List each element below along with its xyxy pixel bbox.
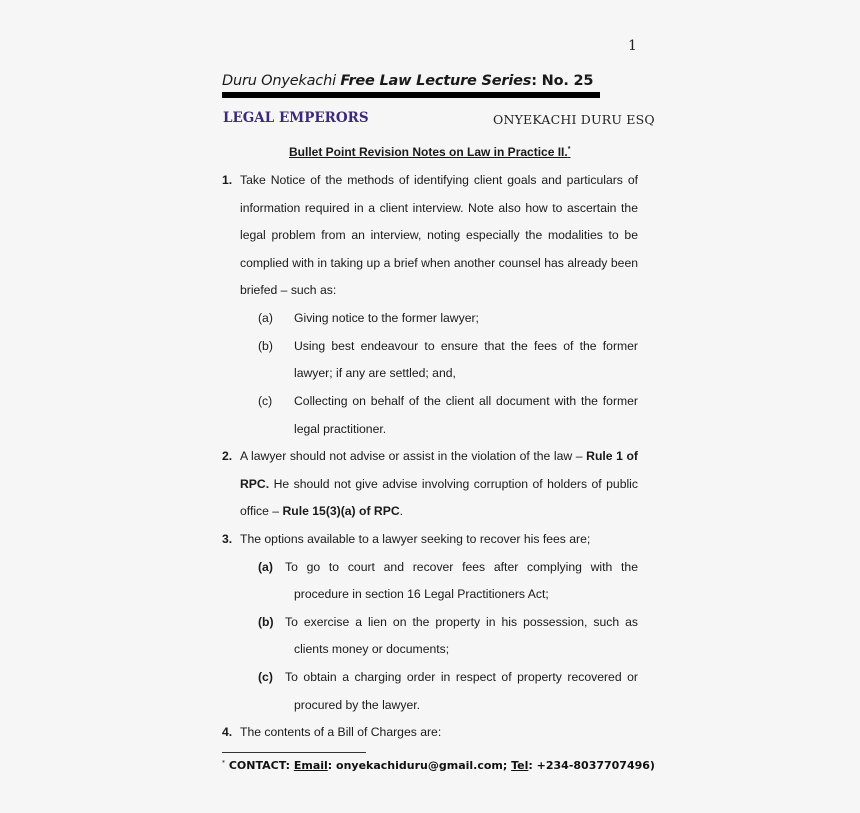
subitem-line: procedure in section 16 Legal Practitioners Act; (294, 587, 549, 601)
subitem-line: To go to court and recover fees after complying with the (285, 560, 638, 574)
item-number: 2. (222, 449, 233, 463)
item-line (240, 448, 638, 464)
series-author: Duru Onyekachi (222, 73, 336, 89)
email-label: Email (293, 759, 328, 772)
item-line: The contents of a Bill of Charges are: (240, 725, 442, 739)
separator: : (327, 759, 337, 772)
footnote-contact (222, 759, 655, 772)
item-line (240, 476, 638, 492)
item-number: 4. (222, 725, 233, 739)
item-number: 3. (222, 532, 233, 546)
footnote-mark: * (222, 759, 225, 767)
subitem-line: Using best endeavour to ensure that the fees of the former (294, 339, 638, 353)
item-line: The options available to a lawyer seeking to recover his fees are; (240, 532, 591, 546)
series-title (222, 73, 602, 89)
email-link[interactable]: onyekachiduru@gmail.com (336, 759, 503, 772)
page-number: 1 (628, 38, 637, 54)
separator: ; (502, 759, 512, 772)
subitem-label: (b) (258, 615, 274, 629)
title-rule (222, 92, 600, 98)
subitem-line: procured by the lawyer. (294, 698, 421, 712)
subitem-line: clients money or documents; (294, 642, 450, 656)
separator: : (528, 759, 537, 772)
rule-reference: Rule 1 of (586, 449, 638, 463)
subitem-label: (c) (258, 394, 273, 408)
item-line: legal problem from an interview, noting especially the modalities to be (240, 228, 638, 242)
subitem-line: Collecting on behalf of the client all document with the former (294, 394, 638, 408)
subitem-label: (b) (258, 339, 273, 353)
subitem-line: legal practitioner. (294, 422, 387, 436)
series-name: Free Law Lecture Series (340, 73, 532, 89)
tel-label: Tel (511, 759, 529, 772)
item-text: He should not give advise involving corruption of holders of public (269, 477, 638, 491)
subitem-line: To obtain a charging order in respect of property recovered or (285, 670, 638, 684)
heading-footnote-mark: * (567, 146, 571, 153)
telephone-number: +234-8037707496) (536, 759, 655, 772)
subitem-label: (a) (258, 311, 273, 325)
document-heading (289, 145, 570, 159)
brand-legal-emperors: LEGAL EMPERORS (223, 110, 369, 126)
author-name: ONYEKACHI DURU ESQ (493, 112, 655, 127)
subitem-line: lawyer; if any are settled; and, (294, 366, 456, 380)
item-line: complied with in taking up a brief when another counsel has already been (240, 256, 638, 270)
item-text: A lawyer should not advise or assist in the violation of the law – (240, 449, 587, 463)
series-number: No. 25 (536, 73, 594, 89)
item-text: office – (240, 504, 283, 518)
series-colon: : (531, 73, 537, 89)
subitem-line: Giving notice to the former lawyer; (294, 311, 479, 325)
footnote-separator (222, 752, 366, 753)
item-line: information required in a client interview. Note also how to ascertain the (240, 201, 638, 215)
contact-label: CONTACT: (228, 759, 294, 772)
item-number: 1. (222, 173, 233, 187)
item-line: briefed – such as: (240, 283, 337, 297)
item-line: Take Notice of the methods of identifying client goals and particulars of (240, 173, 638, 187)
subitem-label: (c) (258, 670, 273, 684)
rule-reference: Rule 15(3)(a) of RPC (282, 504, 400, 518)
heading-text: Bullet Point Revision Notes on Law in Practice II. (289, 145, 568, 159)
subitem-label: (a) (258, 560, 273, 574)
rule-reference: RPC. (240, 477, 270, 491)
item-line (240, 503, 638, 519)
item-text: . (399, 504, 404, 518)
subitem-line: To exercise a lien on the property in his possession, such as (285, 615, 638, 629)
